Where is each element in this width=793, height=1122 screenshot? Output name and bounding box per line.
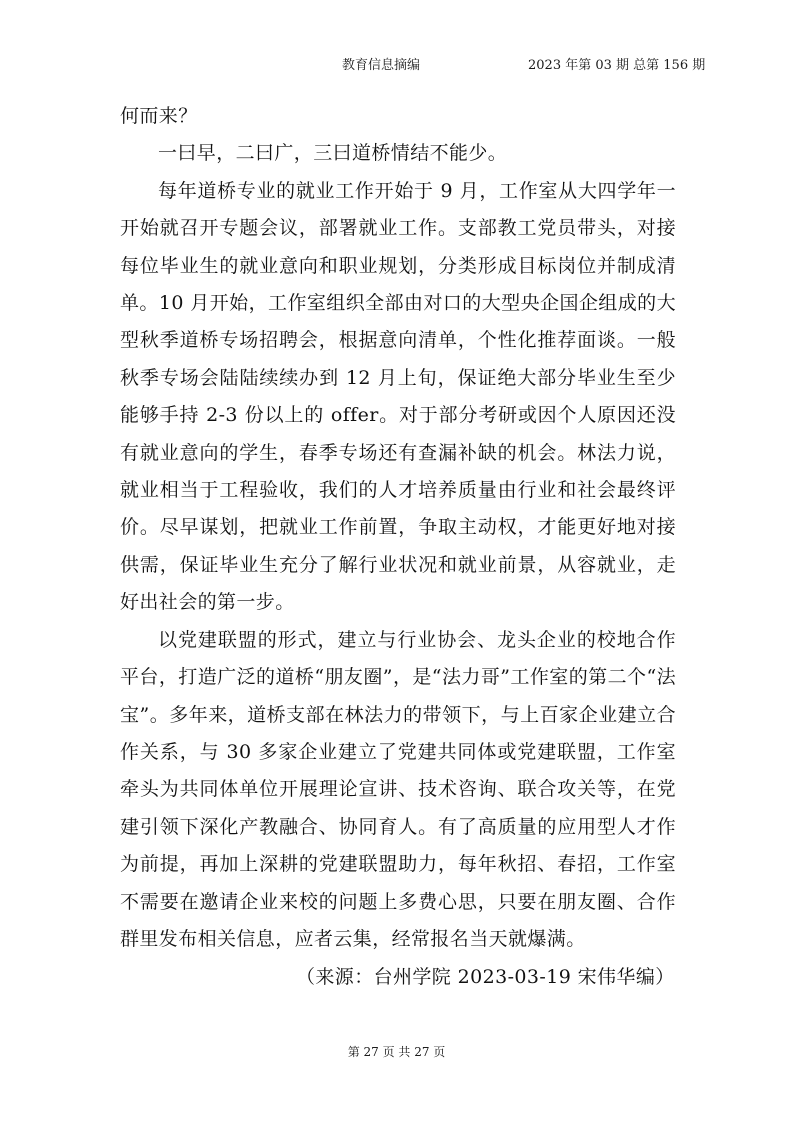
issue-number: 2023 年第 03 期 总第 156 期 <box>528 58 706 73</box>
page-number: 第 27 页 共 27 页 <box>347 1045 446 1059</box>
paragraph-employment: 每年道桥专业的就业工作开始于 9 月，工作室从大四学年一开始就召开专题会议，部署就业工作。支部教工党员带头，对接每位毕业生的就业意向和职业规划，分类形成目标岗位并制成清单。10 月开始，工作室组织全部由对口的大型央企国企组成的大型秋季道桥专场招聘会，根据意向清单，个性化推荐面谈。一般秋季专场会陆陆续续办到 12 月上旬，保证绝大部分毕业生至少能够手持 2-3 份以上的 offer。对于部分考研或因个人原因还没有就业意向的学生，春季专场还有查漏补缺的机会。林法力说，就业相当于工程验收，我们的人才培养质量由行业和社会最终评价。尽早谋划，把就业工作前置，争取主动权，才能更好地对接供需，保证毕业生充分了解行业状况和就业前景，从容就业，走好出社会的第一步。 <box>120 179 676 614</box>
page-header <box>0 50 793 74</box>
article-body <box>120 98 676 958</box>
paragraph-alliance: 以党建联盟的形式，建立与行业协会、龙头企业的校地合作平台，打造广泛的道桥“朋友圈”，是“法力哥”工作室的第二个“法宝”。多年来，道桥支部在林法力的带领下，与上百家企业建立合作关系，与 30 多家企业建立了党建共同体或党建联盟，工作室牵头为共同体单位开展理论宣讲、技术咨询、联合攻关等，在党建引领下深化产教融合、协同育人。有了高质量的应用型人才作为前提，再加上深耕的党建联盟助力，每年秋招、春招，工作室不需要在邀请企业来校的问题上多费心思，只要在朋友圈、合作群里发布相关信息，应者云集，经常报名当天就爆满。 <box>120 628 676 950</box>
source-attribution: （来源：台州学院 2023-03-19 宋伟华编） <box>296 966 675 988</box>
paragraph-continuation: 何而来？ <box>120 105 198 127</box>
publication-title: 教育信息摘编 <box>342 58 421 73</box>
page-footer <box>0 1043 793 1060</box>
paragraph-summary: 一曰早，二曰广，三曰道桥情结不能少。 <box>158 142 508 165</box>
